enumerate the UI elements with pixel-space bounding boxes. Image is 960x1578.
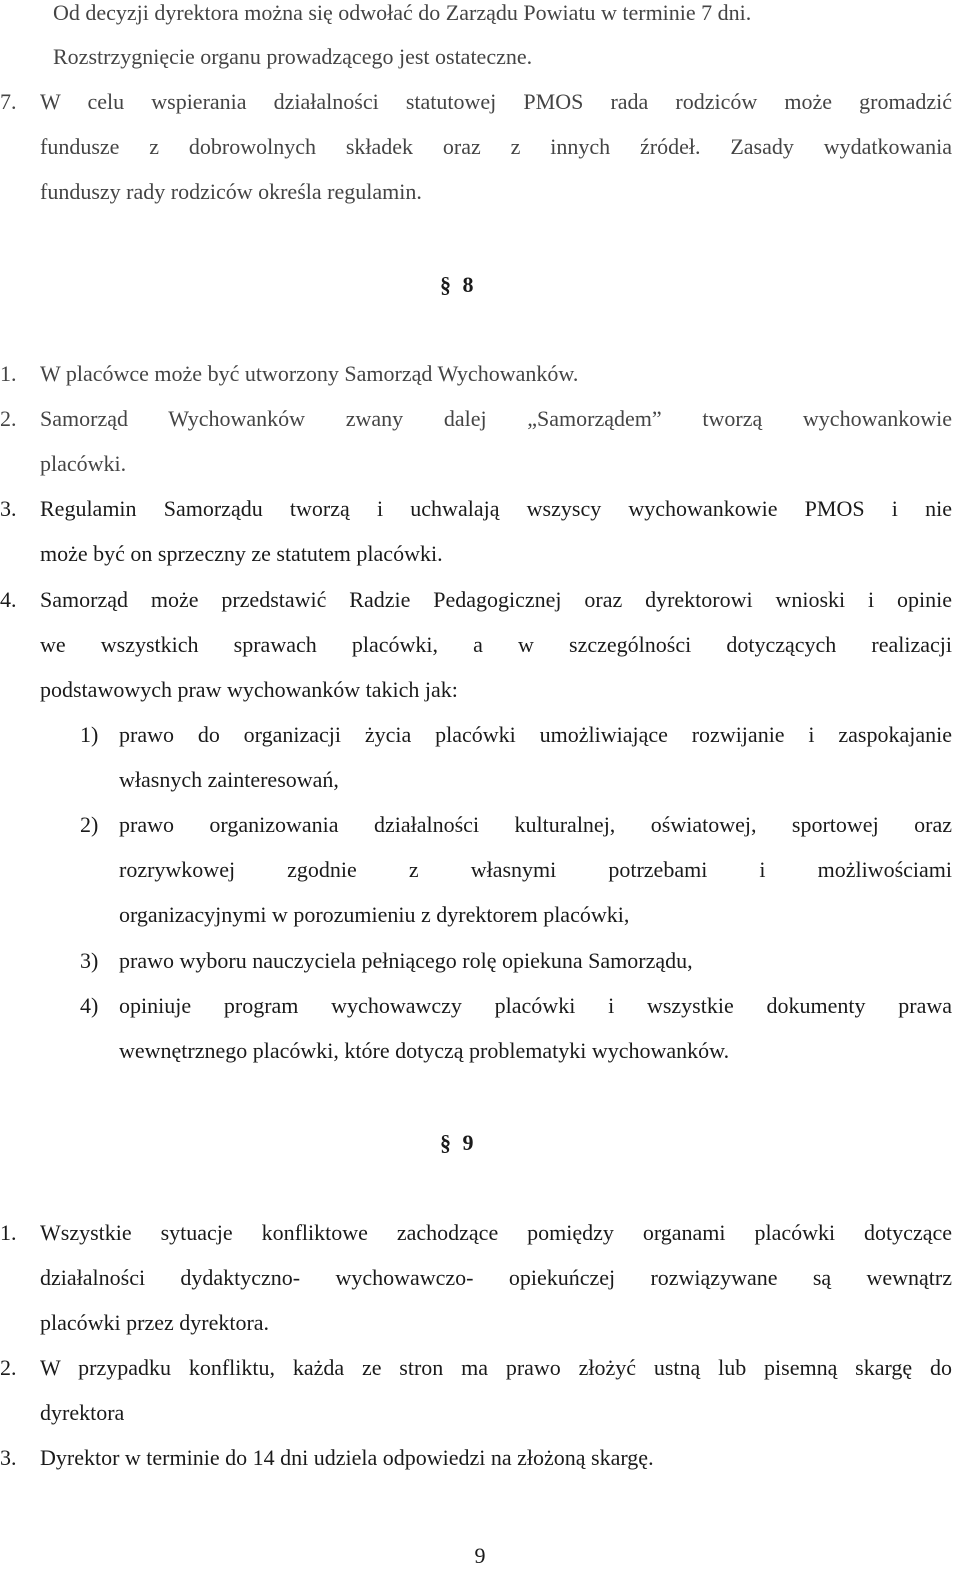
s8-sub2-line-3: organizacyjnymi w porozumieniu z dyrektorem placówki,	[119, 902, 630, 927]
s9-item2-number: 2.	[0, 1355, 17, 1380]
item7-number: 7.	[0, 89, 17, 114]
s8-item4-line-1: Samorząd może przedstawić Radzie Pedagogicznej oraz dyrektorowi wnioski i opinie	[40, 587, 952, 612]
s9-item1-line-2: działalności dydaktyczno- wychowawczo- opiekuńczej rozwiązywane są wewnątrz	[40, 1265, 952, 1290]
section-sign: §	[440, 272, 451, 297]
s8-sub1-line-2: własnych zainteresowań,	[119, 767, 339, 792]
s9-item3-number: 3.	[0, 1445, 17, 1470]
item7-line-3: funduszy rady rodziców określa regulamin.	[40, 179, 422, 204]
s8-item2-number: 2.	[0, 406, 17, 431]
s8-sub1-number: 1)	[80, 722, 99, 747]
s9-item2-line-2: dyrektora	[40, 1400, 125, 1425]
s8-item2-line-1: Samorząd Wychowanków zwany dalej „Samorządem” tworzą wychowankowie	[40, 406, 952, 431]
s8-sub2-line-2: rozrywkowej zgodnie z własnymi potrzebami i możliwościami	[119, 857, 952, 882]
s9-item3-line-1: Dyrektor w terminie do 14 dni udziela odpowiedzi na złożoną skargę.	[40, 1445, 654, 1470]
page-number: 9	[474, 1543, 486, 1568]
s8-item4-line-3: podstawowych praw wychowanków takich jak:	[40, 677, 458, 702]
top-line-1: Od decyzji dyrektora można się odwołać do Zarządu Powiatu w terminie 7 dni.	[53, 0, 752, 25]
s8-sub3-line-1: prawo wyboru nauczyciela pełniącego rolę opiekuna Samorządu,	[119, 948, 693, 973]
s8-sub1-line-1: prawo do organizacji życia placówki umożliwiające rozwijanie i zaspokajanie	[119, 722, 952, 747]
item7-line-1: W celu wspierania działalności statutowej PMOS rada rodziców może gromadzić	[40, 89, 952, 114]
s8-sub2-number: 2)	[80, 812, 99, 837]
item7-line-2: fundusze z dobrowolnych składek oraz z innych źródeł. Zasady wydatkowania	[40, 134, 952, 159]
section-number: 8	[462, 272, 474, 297]
s8-sub3-number: 3)	[80, 948, 99, 973]
section-number: 9	[462, 1130, 474, 1155]
section-9-heading	[440, 1120, 474, 1165]
s8-sub4-line-2: wewnętrznego placówki, które dotyczą problematyki wychowanków.	[119, 1038, 730, 1063]
s8-item4-line-2: we wszystkich sprawach placówki, a w szczególności dotyczących realizacji	[40, 632, 952, 657]
s8-item2-line-2: placówki.	[40, 451, 127, 476]
section-sign: §	[440, 1130, 451, 1155]
s8-sub4-number: 4)	[80, 993, 99, 1018]
s8-item3-line-2: może być on sprzeczny ze statutem placówki.	[40, 541, 443, 566]
s8-item3-number: 3.	[0, 496, 17, 521]
top-line-2: Rozstrzygnięcie organu prowadzącego jest ostateczne.	[53, 44, 533, 69]
s8-item4-number: 4.	[0, 587, 17, 612]
s9-item2-line-1: W przypadku konfliktu, każda ze stron ma prawo złożyć ustną lub pisemną skargę do	[40, 1355, 952, 1380]
s8-sub2-line-1: prawo organizowania działalności kulturalnej, oświatowej, sportowej oraz	[119, 812, 952, 837]
s8-item3-line-1: Regulamin Samorządu tworzą i uchwalają wszyscy wychowankowie PMOS i nie	[40, 496, 952, 521]
s9-item1-line-3: placówki przez dyrektora.	[40, 1310, 270, 1335]
s8-item1-number: 1.	[0, 361, 17, 386]
s9-item1-number: 1.	[0, 1220, 17, 1245]
s9-item1-line-1: Wszystkie sytuacje konfliktowe zachodzące pomiędzy organami placówki dotyczące	[40, 1220, 952, 1245]
s8-sub4-line-1: opiniuje program wychowawczy placówki i wszystkie dokumenty prawa	[119, 993, 952, 1018]
s8-item1-line-1: W placówce może być utworzony Samorząd Wychowanków.	[40, 361, 579, 386]
section-8-heading	[440, 262, 474, 307]
